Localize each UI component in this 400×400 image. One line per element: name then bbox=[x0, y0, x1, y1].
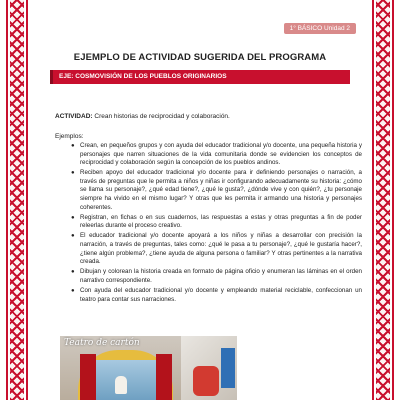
page-title: EJEMPLO DE ACTIVIDAD SUGERIDA DEL PROGRAMA bbox=[73, 52, 327, 63]
list-item bbox=[71, 213, 362, 231]
bullet-icon: ● bbox=[71, 170, 75, 177]
bullet-icon: ● bbox=[71, 143, 75, 149]
activity-text: Crean historias de reciprocidad y colaboración. bbox=[92, 113, 230, 120]
example-text: Crean, en pequeños grupos y con ayuda del educador tradicional y/o docente, una pequeña historia y personajes que narren situaciones de la vida comunitaria donde se evidencien los conceptos de reciprocidad y colaboración según la concepción de los pueblos andinos. bbox=[80, 142, 362, 167]
right-border-line-outer bbox=[392, 0, 394, 400]
puppet-figure bbox=[115, 376, 127, 394]
left-border-line-outer bbox=[6, 0, 8, 400]
left-border-line-inner bbox=[26, 0, 28, 400]
cardboard-theater-photo bbox=[60, 336, 237, 400]
example-text: Registran, en fichas o en sus cuadernos, las respuestas a estas y otras preguntas a fin de poder releerlas durante el proceso creativo. bbox=[80, 213, 362, 230]
list-item bbox=[71, 169, 362, 212]
blue-object bbox=[221, 348, 235, 388]
list-item bbox=[71, 287, 362, 304]
bullet-icon: ● bbox=[71, 233, 75, 240]
right-border-line-inner bbox=[372, 0, 374, 400]
bullet-icon: ● bbox=[71, 214, 75, 221]
red-object bbox=[193, 366, 219, 396]
activity-label: ACTIVIDAD: bbox=[55, 113, 93, 120]
examples-list bbox=[71, 142, 362, 306]
example-text: Con ayuda del educador tradicional y/o docente y empleando material reciclable, confeccionan un teatro para contar sus narraciones. bbox=[80, 287, 362, 303]
example-text: Reciben apoyo del educador tradicional y/o docente para ir definiendo personajes o narración, a través de preguntas que le permita a niños y niñas ir configurando adecuadamente su historia: ¿cómo se llama su personaje?, ¿qué edad tiene?, ¿qué le gusta?, ¿dónde vive y con quién?, ¿tu personaje siempre ha vivido en el mismo lugar? Y otras que les permita ir armando una historia y personajes coherentes. bbox=[80, 169, 362, 211]
bullet-icon: ● bbox=[71, 269, 75, 276]
bullet-icon: ● bbox=[71, 288, 75, 294]
left-decorative-border bbox=[10, 0, 24, 400]
right-curtain bbox=[156, 354, 172, 400]
photo-caption: Teatro de cartón bbox=[64, 338, 140, 348]
axis-banner: EJE: COSMOVISIÓN DE LOS PUEBLOS ORIGINARIOS bbox=[50, 70, 350, 84]
activity-line bbox=[55, 113, 355, 120]
right-decorative-border bbox=[376, 0, 390, 400]
list-item bbox=[71, 232, 362, 266]
grade-badge: 1° BÁSICO Unidad 2 bbox=[284, 23, 356, 34]
example-text: Dibujan y colorean la historia creada en formato de página oficio y enumeran las láminas en el orden narrativo correspondiente. bbox=[80, 268, 362, 284]
list-item bbox=[71, 142, 362, 168]
list-item bbox=[71, 268, 362, 285]
example-text: El educador tradicional y/o docente apoyará a los niños y niñas a desarrollar con precisión la narración, a través de preguntas, tales como: ¿qué le pasa a tu personaje?, ¿qué le gustaría hacer?, ¿tiene algún problema?, ¿tiene ayuda de alguna persona o familiar? Y otras pertinentes a la narrativa creada. bbox=[80, 232, 362, 266]
left-curtain bbox=[80, 354, 96, 400]
examples-label: Ejemplos: bbox=[55, 133, 84, 140]
